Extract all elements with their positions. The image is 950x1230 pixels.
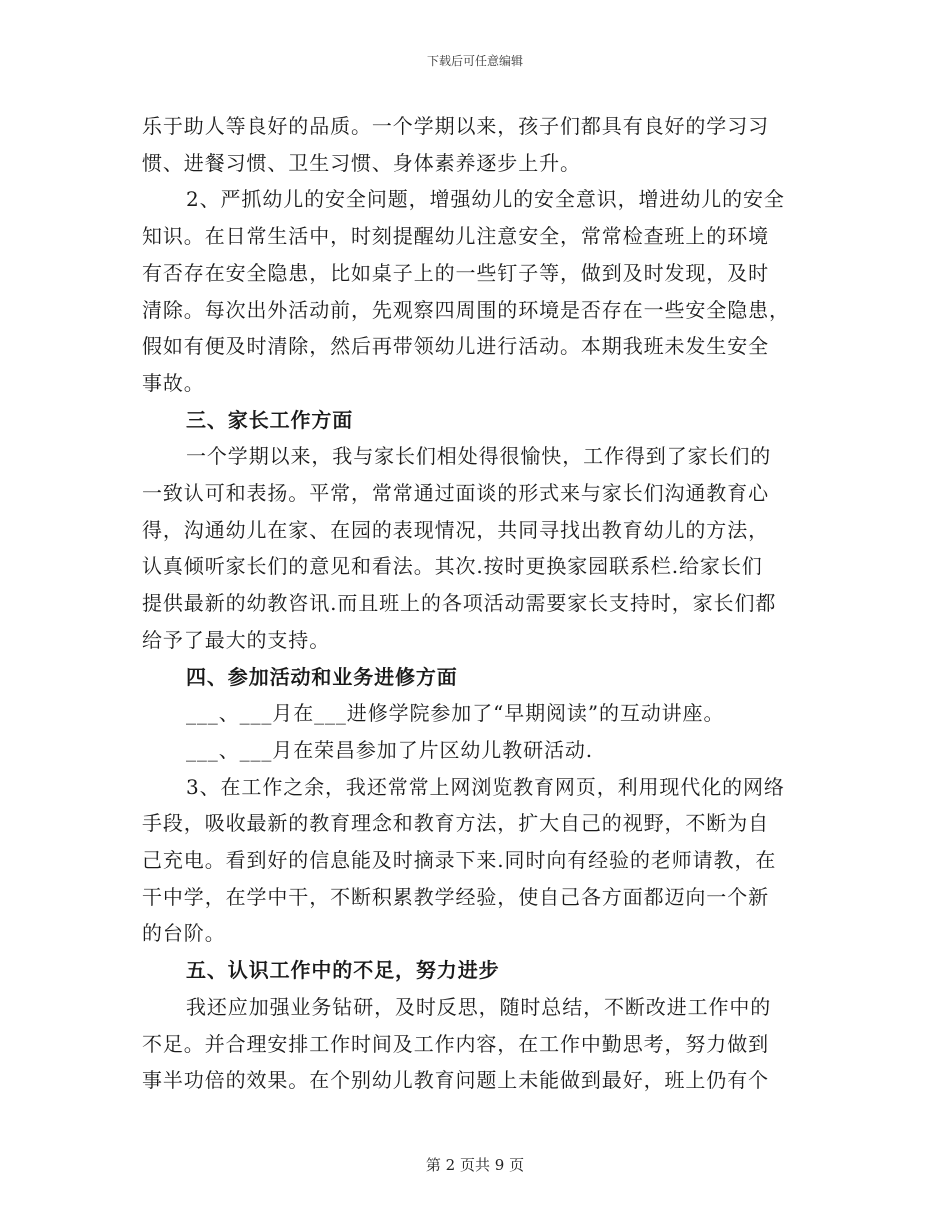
paragraph-safety [142,181,808,401]
text-line: 假如有便及时清除，然后再带领幼儿进行活动。本期我班未发生安全 [142,334,769,359]
text-line: 干中学，在学中干，不断积累教学经验，使自己各方面都迈向一个新 [142,884,769,909]
page-footer: 第 2 页共 9 页 [425,1156,525,1174]
text-line: 给予了最大的支持。 [142,627,331,652]
section-heading-activities [142,659,808,696]
text-line: 得，沟通幼儿在家、在园的表现情况，共同寻找出教育幼儿的方法， [142,517,769,542]
text-line: 不足。并合理安排工作时间及工作内容，在工作中勤思考，努力做到 [142,1031,769,1056]
document-body [142,108,808,1099]
text-line: 事半功倍的效果。在个别幼儿教育问题上未能做到最好，班上仍有个 [142,1068,769,1093]
paragraph-activities [142,695,808,768]
text-line: 3、在工作之余，我还常常上网浏览教育网页，利用现代化的网络 [186,774,785,799]
heading-text: 三、家长工作方面 [186,407,354,432]
text-line: 事故。 [142,370,205,395]
heading-text: 四、参加活动和业务进修方面 [186,664,458,689]
text-line: 乐于助人等良好的品质。一个学期以来，孩子们都具有良好的学习习 [142,114,769,138]
text-line: 一个学期以来，我与家长们相处得很愉快，工作得到了家长们的 [186,444,772,469]
heading-text: 五、认识工作中的不足，努力进步 [186,958,500,983]
text-line: ___、___月在荣昌参加了片区幼儿教研活动. [186,737,594,762]
text-line: ___、___月在___进修学院参加了“早期阅读”的互动讲座。 [186,701,725,726]
text-line: 惯、进餐习惯、卫生习惯、身体素养逐步上升。 [142,150,581,175]
text-line: 有否存在安全隐患，比如桌子上的一些钉子等，做到及时发现，及时 [142,260,769,285]
paragraph-self-study [142,769,808,953]
paragraph-parents [142,438,808,658]
text-line: 知识。在日常生活中，时刻提醒幼儿注意安全，常常检查班上的环境 [142,224,769,249]
section-heading-parents [142,402,808,439]
text-line: 提供最新的幼教咨讯.而且班上的各项活动需要家长支持时，家长们都 [142,591,777,616]
text-line: 的台阶。 [142,921,226,946]
text-line: 清除。每次出外活动前，先观察四周围的环境是否存在一些安全隐患， [142,297,790,322]
page-header: 下载后可任意编辑 [426,54,523,68]
text-line: 2、严抓幼儿的安全问题，增强幼儿的安全意识，增进幼儿的安全 [186,187,785,212]
section-heading-shortcomings [142,952,808,989]
text-line: 认真倾听家长们的意见和看法。其次.按时更换家园联系栏.给家长们 [142,554,763,579]
text-line: 己充电。看到好的信息能及时摘录下来.同时向有经验的老师请教，在 [142,848,777,873]
paragraph-qualities [142,108,808,181]
text-line: 一致认可和表扬。平常，常常通过面谈的形式来与家长们沟通教育心 [142,481,769,506]
text-line: 手段，吸收最新的教育理念和教育方法，扩大自己的视野，不断为自 [142,811,769,836]
paragraph-shortcomings [142,989,808,1099]
text-line: 我还应加强业务钻研，及时反思，随时总结，不断改进工作中的 [186,994,772,1019]
